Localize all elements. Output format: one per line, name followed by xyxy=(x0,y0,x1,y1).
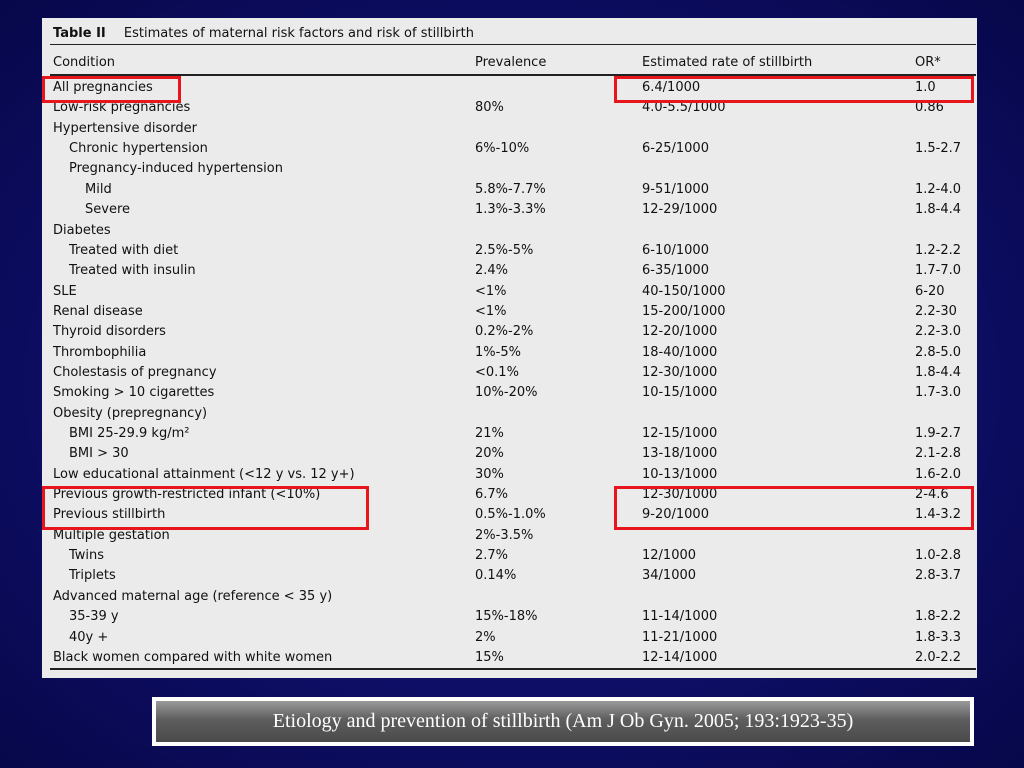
cell-or: 1.8-4.4 xyxy=(915,364,962,380)
table-row xyxy=(42,119,977,139)
cell-or: 6-20 xyxy=(915,283,945,299)
table-bottom-rule xyxy=(50,668,976,670)
cell-condition: Chronic hypertension xyxy=(69,141,208,157)
table-row xyxy=(42,343,977,363)
table-row xyxy=(42,404,977,424)
table-row xyxy=(42,546,977,566)
table-row xyxy=(42,261,977,281)
cell-or: 2.8-3.7 xyxy=(915,568,962,584)
cell-prevalence: 2%-3.5% xyxy=(475,527,534,543)
cell-rate: 12-29/1000 xyxy=(642,202,718,218)
cell-condition: Thyroid disorders xyxy=(53,324,166,340)
cell-prevalence: 1.3%-3.3% xyxy=(475,202,546,218)
cell-prevalence: 2% xyxy=(475,629,496,645)
cell-rate: 10-13/1000 xyxy=(642,466,718,482)
cell-prevalence: 30% xyxy=(475,466,504,482)
cell-prevalence: 10%-20% xyxy=(475,385,538,401)
table-row xyxy=(42,159,977,179)
risk-factor-table xyxy=(42,18,977,678)
cell-rate: 4.0-5.5/1000 xyxy=(642,100,726,116)
table-header-row xyxy=(42,53,977,73)
cell-rate: 12-20/1000 xyxy=(642,324,718,340)
cell-rate: 11-21/1000 xyxy=(642,629,718,645)
table-title xyxy=(53,26,474,41)
highlight-box-previous-outcomes xyxy=(42,486,369,530)
cell-or: 2-4.6 xyxy=(915,487,949,502)
cell-condition: Multiple gestation xyxy=(53,527,170,543)
table-row xyxy=(42,200,977,220)
cell-condition: Previous growth-restricted infant (<10%) xyxy=(53,487,321,502)
cell-rate: 13-18/1000 xyxy=(642,446,718,462)
cell-condition: Black women compared with white women xyxy=(53,649,333,665)
cell-condition: Pregnancy-induced hypertension xyxy=(69,161,283,177)
cell-or: 0.86 xyxy=(915,100,944,116)
table-row xyxy=(42,465,977,485)
cell-or: 1.8-3.3 xyxy=(915,629,962,645)
cell-condition: Obesity (prepregnancy) xyxy=(53,405,208,421)
cell-rate: 9-20/1000 xyxy=(642,507,709,523)
cell-prevalence: 15%-18% xyxy=(475,609,538,625)
citation-caption-inner xyxy=(156,701,970,742)
table-top-rule xyxy=(50,44,976,45)
cell-prevalence: 6.7% xyxy=(475,487,509,502)
cell-prevalence: 0.14% xyxy=(475,568,517,584)
table-row xyxy=(42,180,977,200)
cell-rate: 12-15/1000 xyxy=(642,426,718,441)
cell-or: 1.2-4.0 xyxy=(915,181,962,197)
highlight-box-all-pregnancies-values xyxy=(614,76,974,103)
table-row xyxy=(42,444,977,464)
cell-condition: Cholestasis of pregnancy xyxy=(53,364,217,380)
cell-condition: Previous stillbirth xyxy=(53,507,166,523)
highlight-box-all-pregnancies xyxy=(42,76,181,103)
cell-or: 1.5-2.7 xyxy=(915,141,962,157)
cell-condition: Triplets xyxy=(69,568,116,584)
cell-or: 1.4-3.2 xyxy=(915,507,962,523)
cell-prevalence: <1% xyxy=(475,283,507,299)
cell-or: 1.0-2.8 xyxy=(915,548,962,563)
header-prevalence: Prevalence xyxy=(475,55,547,70)
table-row xyxy=(42,648,977,668)
cell-prevalence: 80% xyxy=(475,100,504,116)
cell-condition: Low educational attainment (<12 y vs. 12 y+) xyxy=(53,466,355,482)
header-condition: Condition xyxy=(53,55,116,70)
cell-prevalence: 0.2%-2% xyxy=(475,324,534,340)
cell-condition: Renal disease xyxy=(53,303,143,319)
cell-rate: 12-14/1000 xyxy=(642,649,718,665)
cell-rate: 9-51/1000 xyxy=(642,181,709,197)
cell-condition: 35-39 y xyxy=(69,609,119,625)
cell-prevalence: 2.4% xyxy=(475,263,509,279)
table-row xyxy=(42,628,977,648)
cell-prevalence: <1% xyxy=(475,303,507,319)
cell-or: 1.9-2.7 xyxy=(915,426,962,441)
cell-or: 1.0 xyxy=(915,80,936,95)
cell-condition: Treated with insulin xyxy=(69,263,196,279)
header-rate: Estimated rate of stillbirth xyxy=(642,55,813,70)
cell-rate: 18-40/1000 xyxy=(642,344,718,360)
cell-or: 1.2-2.2 xyxy=(915,242,962,258)
cell-condition: BMI 25-29.9 kg/m² xyxy=(69,426,190,441)
cell-or: 2.2-30 xyxy=(915,303,957,319)
cell-prevalence: 21% xyxy=(475,426,504,441)
cell-condition: Low-risk pregnancies xyxy=(53,100,191,116)
cell-prevalence: 2.7% xyxy=(475,548,509,563)
table-row xyxy=(42,282,977,302)
cell-condition: Treated with diet xyxy=(69,242,179,258)
cell-condition: Smoking > 10 cigarettes xyxy=(53,385,215,401)
cell-rate: 10-15/1000 xyxy=(642,385,718,401)
cell-rate: 6.4/1000 xyxy=(642,80,701,95)
citation-caption-box xyxy=(152,697,974,746)
cell-or: 1.6-2.0 xyxy=(915,466,962,482)
table-row xyxy=(42,139,977,159)
cell-prevalence: 2.5%-5% xyxy=(475,242,534,258)
cell-or: 1.8-4.4 xyxy=(915,202,962,218)
cell-or: 1.7-7.0 xyxy=(915,263,962,279)
table-row xyxy=(42,363,977,383)
cell-rate: 6-35/1000 xyxy=(642,263,709,279)
table-row xyxy=(42,424,977,444)
table-row xyxy=(42,241,977,261)
cell-or: 1.7-3.0 xyxy=(915,385,962,401)
table-row xyxy=(42,221,977,241)
cell-rate: 6-25/1000 xyxy=(642,141,709,157)
cell-prevalence: 20% xyxy=(475,446,504,462)
cell-prevalence: 1%-5% xyxy=(475,344,521,360)
cell-prevalence: 15% xyxy=(475,649,504,665)
cell-prevalence: 6%-10% xyxy=(475,141,530,157)
table-row xyxy=(42,383,977,403)
cell-rate: 40-150/1000 xyxy=(642,283,726,299)
cell-condition: Advanced maternal age (reference < 35 y) xyxy=(53,588,333,604)
cell-rate: 6-10/1000 xyxy=(642,242,709,258)
header-or: OR* xyxy=(915,55,941,70)
highlight-box-previous-outcomes-values xyxy=(614,486,974,530)
cell-prevalence: <0.1% xyxy=(475,364,519,380)
cell-or: 2.2-3.0 xyxy=(915,324,962,340)
table-row xyxy=(42,322,977,342)
cell-condition: Diabetes xyxy=(53,222,111,238)
cell-rate: 12/1000 xyxy=(642,548,697,563)
table-row xyxy=(42,302,977,322)
table-row xyxy=(42,607,977,627)
cell-rate: 11-14/1000 xyxy=(642,609,718,625)
cell-condition: Hypertensive disorder xyxy=(53,120,197,136)
cell-condition: Thrombophilia xyxy=(53,344,147,360)
cell-or: 2.8-5.0 xyxy=(915,344,962,360)
table-title-label: Table II xyxy=(53,26,106,41)
cell-condition: Twins xyxy=(69,548,105,563)
cell-rate: 34/1000 xyxy=(642,568,697,584)
cell-prevalence: 0.5%-1.0% xyxy=(475,507,546,523)
cell-condition: Mild xyxy=(85,181,112,197)
cell-or: 1.8-2.2 xyxy=(915,609,962,625)
cell-condition: BMI > 30 xyxy=(69,446,129,462)
cell-rate: 12-30/1000 xyxy=(642,487,718,502)
cell-or: 2.0-2.2 xyxy=(915,649,962,665)
cell-condition: Severe xyxy=(85,202,130,218)
table-row xyxy=(42,587,977,607)
cell-rate: 12-30/1000 xyxy=(642,364,718,380)
table-title-text: Estimates of maternal risk factors and risk of stillbirth xyxy=(123,26,474,41)
table-row xyxy=(42,566,977,586)
citation-caption: Etiology and prevention of stillbirth (Am J Ob Gyn. 2005; 193:1923-35) xyxy=(272,710,854,732)
cell-condition: All pregnancies xyxy=(53,80,153,95)
cell-prevalence: 5.8%-7.7% xyxy=(475,181,546,197)
cell-condition: SLE xyxy=(53,283,77,299)
cell-rate: 15-200/1000 xyxy=(642,303,726,319)
cell-condition: 40y + xyxy=(69,629,109,645)
cell-or: 2.1-2.8 xyxy=(915,446,962,462)
